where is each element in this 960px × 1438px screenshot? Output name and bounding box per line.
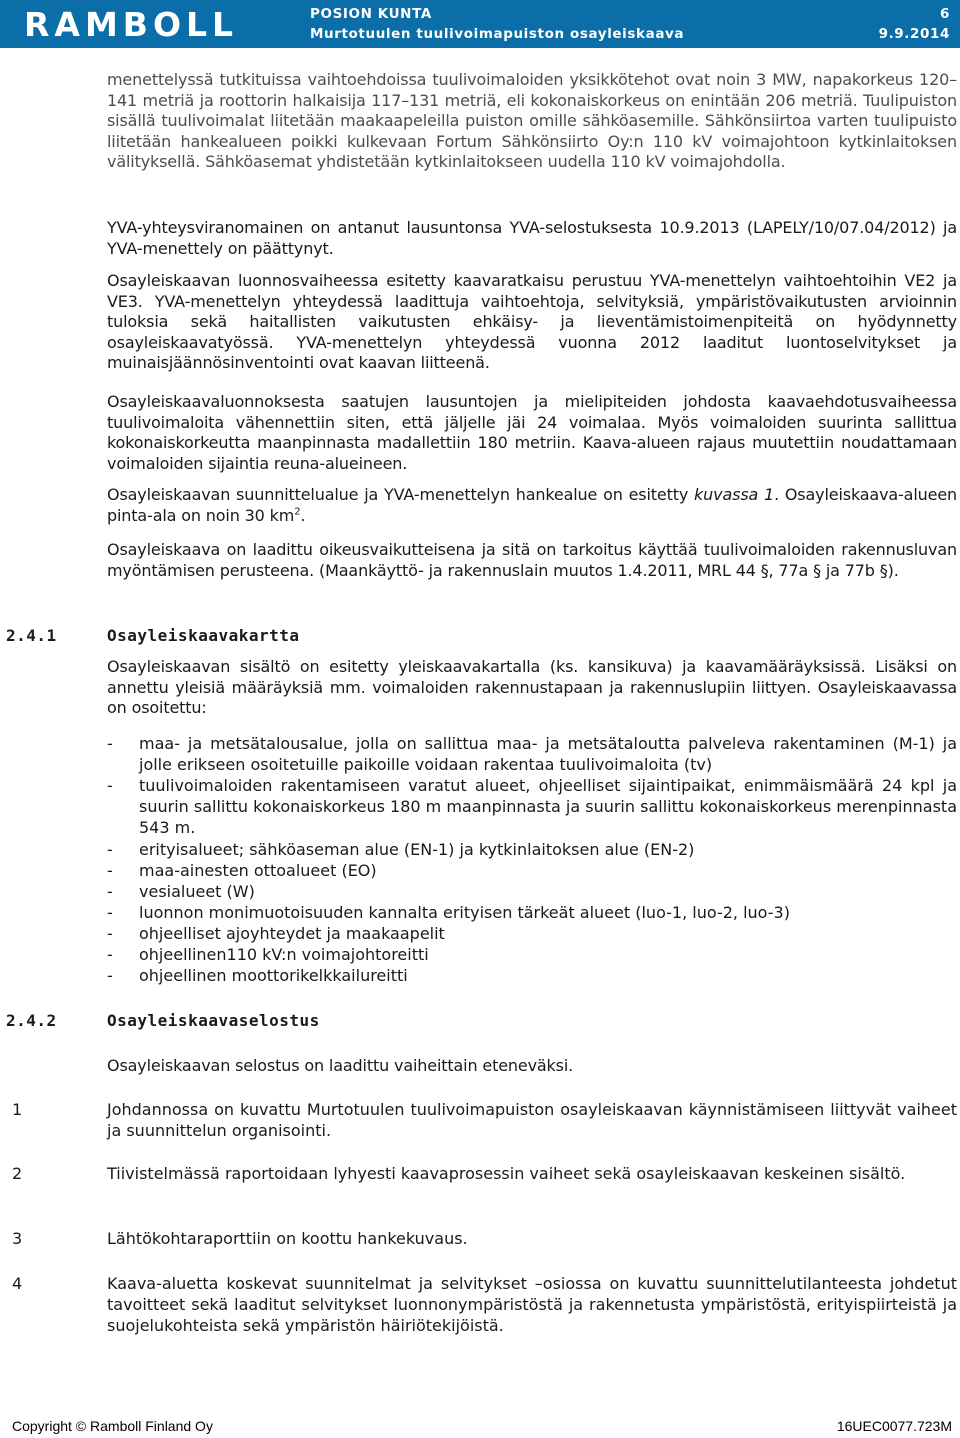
list-item-text: luonnon monimuotoisuuden kannalta erityisen tärkeät alueet (luo-1, luo-2, luo-3): [139, 903, 790, 922]
footer-document-code: 16UEC0077.723M: [836, 1418, 952, 1434]
list-dash: -: [107, 840, 113, 859]
header-organization: POSION KUNTA: [310, 6, 432, 22]
list-item-text: ohjeellinen moottorikelkkailureitti: [139, 966, 408, 985]
planning-area-text-end: .: [300, 505, 306, 525]
list-item-text: erityisalueet; sähköaseman alue (EN-1) ja kytkinlaitoksen alue (EN-2): [139, 840, 695, 859]
paragraph-legal-effect: Osayleiskaava on laadittu oikeusvaikutteisena ja sitä on tarkoitus käyttää tuulivoimaloiden rakennusluvan myöntämisen perusteena. (Maankäyttö- ja rakennuslain muutos 1.4.2011, MRL 44 §, 77a § ja 77b §).: [107, 540, 957, 580]
footer-copyright: Copyright © Ramboll Finland Oy: [12, 1418, 213, 1434]
section-number: 2.4.1: [6, 626, 57, 645]
list-item-text: tuulivoimaloiden rakentamiseen varatut alueet, ohjeelliset sijaintipaikat, enimmäismäärä 24 kpl ja suurin sallittu kokonaiskorkeus 180 m maanpinnasta ja suurin sallittu kokonaiskorkeus merenpinnasta 543 m.: [139, 776, 957, 837]
paragraph-map-intro: Osayleiskaavan sisältö on esitetty yleiskaavakartalla (ks. kansikuva) ja kaavamääräyksissä. Lisäksi on annettu yleisiä määräyksiä mm. voimaloiden rakennustapaan ja rakennuslupiin liittyen. Osayleiskaavassa on osoitettu:: [107, 657, 957, 717]
paragraph-planning-area: [107, 485, 957, 526]
running-header: [310, 4, 950, 44]
header-band: [0, 0, 960, 48]
planning-area-text-2: . Osayleiskaava-alueen pinta-ala on noin 30 km: [107, 485, 957, 525]
paragraph-draft-stage: Osayleiskaavan luonnosvaiheessa esitetty kaavaratkaisu perustuu YVA-menettelyn vaihtoehtoihin VE2 ja VE3. YVA-menettelyn yhteydessä laadittuja vaihtoehtoja, selvityksiä, ympäristövaikutusten arvioinnin tuloksia sekä haitallisten vaikutusten ehkäisy- ja lieventämistoimenpiteitä on hyödynnetty osayleiskaavatyössä. YVA-menettelyn yhteydessä vuonna 2012 laaditut luontoselvitykset ja muinaisjäännösinventointi ovat kaavan liitteenä.: [107, 271, 957, 372]
list-item: [107, 775, 957, 838]
list-item-text: ohjeellinen110 kV:n voimajohtoreitti: [139, 945, 429, 964]
header-date: 9.9.2014: [878, 26, 950, 42]
item-text: Kaava-aluetta koskevat suunnitelmat ja selvitykset –osiossa on kuvattu suunnittelutilanteesta johdetut tavoitteet sekä laaditut selvitykset luonnonympäristöstä ja rakennetusta ympäristöstä, erityispiirteistä ja suojelukohteista sekä ympäristön häiriötekijöistä.: [107, 1274, 957, 1335]
header-document-title: Murtotuulen tuulivoimapuiston osayleiskaava: [310, 26, 685, 42]
section-title: Osayleiskaavakartta: [107, 626, 300, 645]
paragraph-report-intro: Osayleiskaavan selostus on laadittu vaiheittain eteneväksi.: [107, 1056, 574, 1075]
list-dash: -: [107, 966, 113, 985]
list-dash: -: [107, 882, 113, 901]
ramboll-logo: RAMBOLL: [24, 4, 239, 44]
page-number: 6: [940, 6, 950, 22]
section-number: 2.4.2: [6, 1011, 57, 1030]
page-footer: [0, 1418, 960, 1438]
item-number: 4: [12, 1274, 23, 1293]
list-dash: -: [107, 924, 113, 943]
section-title: Osayleiskaavaselostus: [107, 1011, 320, 1030]
list-item-text: ohjeelliset ajoyhteydet ja maakaapelit: [139, 924, 445, 943]
list-item-text: vesialueet (W): [139, 882, 255, 901]
item-text: Lähtökohtaraporttiin on koottu hankekuvaus.: [107, 1229, 468, 1248]
list-dash: -: [107, 734, 113, 753]
list-item-text: maa-ainesten ottoalueet (EO): [139, 861, 377, 880]
list-dash: -: [107, 776, 113, 795]
paragraph-wind-turbines: menettelyssä tutkituissa vaihtoehdoissa tuulivoimaloiden yksikkötehot ovat noin 3 MW, napakorkeus 120–141 metriä ja roottorin halkaisija 117–131 metriä, eli kokonaiskorkeus on enintään 206 metriä. Tuulipuiston sisällä tuulivoimalat liitetään maakaapeleilla puiston omille sähköasemille. Sähkönsiirtoa varten tuulipuisto liitetään hankealueen poikki kulkevaan Fortum Sähkönsiirto Oy:n 110 kV voimajohtoon kytkinlaitoksen välityksellä. Sähköasemat yhdistetään kytkinlaitokseen uudella 110 kV voimajohdolla.: [107, 70, 957, 171]
list-item: [107, 733, 957, 775]
figure-reference: kuvassa 1: [694, 485, 775, 504]
item-number: 1: [12, 1100, 23, 1119]
superscript: 2: [294, 506, 301, 518]
item-number: 3: [12, 1229, 23, 1248]
paragraph-yva-statement: YVA-yhteysviranomainen on antanut lausuntonsa YVA-selostuksesta 10.9.2013 (LAPELY/10/07.04/2012) ja YVA-menettely on päättynyt.: [107, 218, 957, 258]
list-item-text: maa- ja metsätalousalue, jolla on sallittua maa- ja metsätaloutta palveleva rakentaminen (M-1) ja jolle erikseen osoitetuille paikoille voidaan rakentaa tuulivoimaloita (tv): [139, 734, 957, 774]
list-dash: -: [107, 945, 113, 964]
item-text: Johdannossa on kuvattu Murtotuulen tuulivoimapuiston osayleiskaavan käynnistämiseen liittyvät vaiheet ja suunnittelun organisointi.: [107, 1100, 957, 1140]
paragraph-proposal-stage: Osayleiskaavaluonnoksesta saatujen lausuntojen ja mielipiteiden johdosta kaavaehdotusvaiheessa tuulivoimaloita vähennettiin siten, että jäljelle jäi 24 voimalaa. Myös voimaloiden suurinta sallittua kokonaiskorkeutta maanpinnasta madallettiin 180 metriin. Kaava-alueen rajaus muutettiin noudattamaan voimaloiden sijaintia reuna-alueineen.: [107, 392, 957, 473]
planning-area-text: Osayleiskaavan suunnittelualue ja YVA-menettelyn hankealue on esitetty: [107, 485, 695, 504]
item-text: Tiivistelmässä raportoidaan lyhyesti kaavaprosessin vaiheet sekä osayleiskaavan keskeinen sisältö.: [107, 1164, 906, 1183]
list-dash: -: [107, 861, 113, 880]
item-number: 2: [12, 1164, 23, 1183]
list-dash: -: [107, 903, 113, 922]
